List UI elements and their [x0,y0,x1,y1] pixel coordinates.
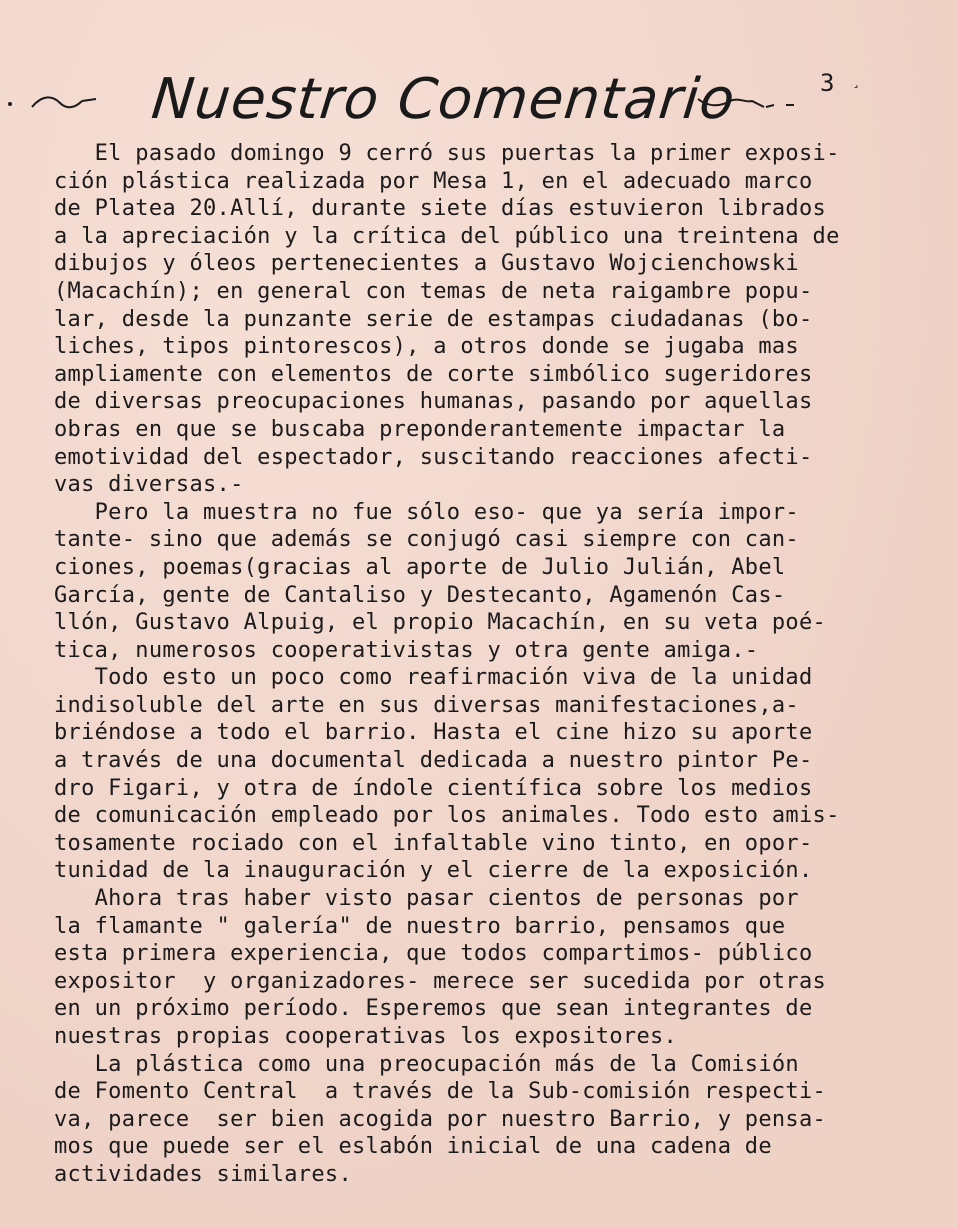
text-line: vas diversas.- [54,472,244,498]
page-title: Nuestro Comentario [148,67,739,132]
text-line: tosamente rociado con el infaltable vino tinto, en opor- [54,830,813,856]
text-line: ciones, poemas(gracias al aporte de Julio Julián, Abel [54,554,786,580]
page-number: 3 [820,69,835,97]
text-line: obras en que se buscaba preponderantemente impactar la [54,416,786,442]
text-line: tante- sino que además se conjugó casi siempre con can- [54,527,799,553]
text-line: actividades similares. [54,1161,352,1187]
page-mark: ¸ [852,73,861,89]
text-line: García, gente de Cantaliso y Destecanto, Agamenón Cas- [54,582,786,608]
text-line: de Platea 20.Allí, durante siete días estuvieron librados [54,196,827,222]
text-line: liches, tipos pintorescos), a otros donde se jugaba mas [54,334,799,360]
article-body [54,140,934,1189]
text-line: la flamante " galería" de nuestro barrio, pensamos que [54,913,786,939]
text-line: Ahora tras haber visto pasar cientos de personas por [54,886,799,912]
paragraph [54,1051,934,1189]
text-line: emotividad del espectador, suscitando reacciones afecti- [54,444,813,470]
text-line: en un próximo período. Esperemos que sean integrantes de [54,996,813,1022]
text-line: tunidad de la inauguración y el cierre de la exposición. [54,858,813,884]
text-line: expositor y organizadores- merece ser sucedida por otras [54,968,827,994]
text-line: lar, desde la punzante serie de estampas ciudadanas (bo- [54,306,813,332]
ornament-dot [8,102,12,106]
text-line: a la apreciación y la crítica del público una treintena de [54,223,840,249]
text-line: va, parece ser bien acogida por nuestro Barrio, y pensa- [54,1106,827,1132]
text-line: de comunicación empleado por los animales. Todo esto amis- [54,803,840,829]
text-line: briéndose a todo el barrio. Hasta el cine hizo su aporte [54,720,813,746]
paragraph [54,664,934,885]
text-line: La plástica como una preocupación más de la Comisión [54,1051,799,1077]
text-line: ampliamente con elementos de corte simbólico sugeridores [54,361,813,387]
ornament-left-flourish [32,97,96,107]
text-line: llón, Gustavo Alpuig, el propio Macachín, en su veta poé- [54,610,827,636]
text-line: dro Figari, y otra de índole científica sobre los medios [54,775,813,801]
text-line: de diversas preocupaciones humanas, pasando por aquellas [54,389,813,415]
text-line: (Macachín); en general con temas de neta raigambre popu- [54,278,813,304]
text-line: mos que puede ser el eslabón inicial de una cadena de [54,1134,772,1160]
paragraph [54,140,934,499]
text-line: ción plástica realizada por Mesa 1, en el adecuado marco [54,168,813,194]
text-line: indisoluble del arte en sus diversas manifestaciones,a- [54,692,799,718]
paragraph [54,885,934,1051]
text-line: de Fomento Central a través de la Sub-comisión respecti- [54,1079,827,1105]
page-header [0,55,958,140]
text-line: nuestras propias cooperativas los expositores. [54,1024,678,1049]
text-line: a través de una documental dedicada a nuestro pintor Pe- [54,748,813,774]
text-line: esta primera experiencia, que todos compartimos- público [54,941,813,967]
text-line: Todo esto un poco como reafirmación viva de la unidad [54,665,813,691]
paragraph [54,499,934,665]
text-line: tica, numerosos cooperativistas y otra gente amiga.- [54,637,759,663]
text-line: dibujos y óleos pertenecientes a Gustavo Wojcienchowski [54,251,799,277]
text-line: El pasado domingo 9 cerró sus puertas la primer exposi- [54,141,840,166]
text-line: Pero la muestra no fue sólo eso- que ya sería impor- [54,499,799,525]
